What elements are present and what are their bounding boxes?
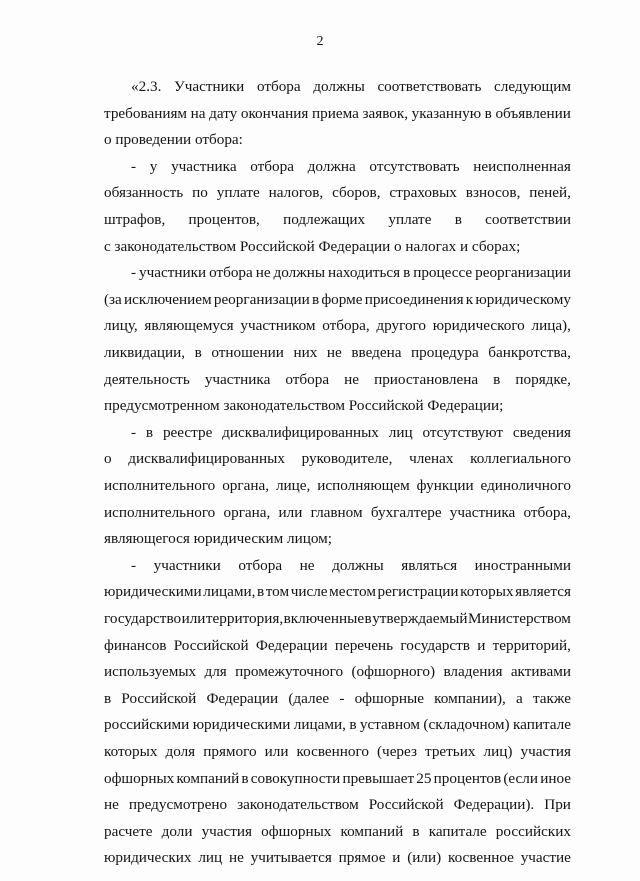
text-line: юридических лиц не учитывается прямое и (или) косвенное участие	[104, 849, 571, 867]
text-line: государство или территория, включенные в утверждаемый Министерством	[104, 610, 571, 627]
text-line: лицу, являющемуся участником отбора, другого юридического лица),	[104, 317, 571, 335]
text-line: офшорных компаний в совокупности превышает 25 процентов (если иное	[104, 769, 571, 787]
text-line: - в реестре дисквалифицированных лиц отсутствуют сведения	[131, 423, 571, 441]
text-line: - у участника отбора должна отсутствовать неисполненная	[131, 157, 571, 175]
text-line: которых доля прямого или косвенного (через третьих лиц) участия	[104, 743, 571, 760]
text-line: используемых для промежуточного (офшорного) владения активами	[104, 663, 571, 681]
page-number: 2	[316, 34, 324, 49]
text-line: обязанность по уплате налогов, сборов, страховых взносов, пеней,	[104, 184, 571, 202]
text-line: расчете доли участия офшорных компаний в капитале российских	[104, 822, 571, 840]
text-line: о проведении отбора:	[104, 131, 243, 149]
text-line: «2.3. Участники отбора должны соответствовать следующим	[131, 78, 571, 95]
text-line: в Российской Федерации (далее - офшорные компании), а также	[104, 689, 571, 707]
text-line: не предусмотрено законодательством Российской Федерации). При	[104, 796, 571, 814]
text-line: исполнительного органа, лице, исполняющем функции единоличного	[104, 477, 571, 494]
text-line: предусмотренном законодательством Российской Федерации;	[104, 397, 504, 415]
text-line: штрафов, процентов, подлежащих уплате в соответствии	[104, 211, 571, 228]
text-line: о дисквалифицированных руководителе, членах коллегиального	[104, 450, 571, 468]
text-line: (за исключением реорганизации в форме присоединения к юридическому	[104, 290, 571, 308]
text-line: финансов Российской Федерации перечень государств и территорий,	[104, 636, 571, 654]
text-line: требованиям на дату окончания приема заявок, указанную в объявлении	[104, 104, 571, 122]
text-line: с законодательством Российской Федерации о налогах и сборах;	[104, 237, 521, 255]
text-line: являющегося юридическим лицом;	[104, 530, 332, 548]
text-line: ликвидации, в отношении них не введена процедура банкротства,	[104, 344, 571, 361]
text-line: - участники отбора не должны являться иностранными	[131, 556, 571, 574]
text-line: юридическими лицами, в том числе местом регистрации которых является	[104, 583, 571, 601]
text-line: исполнительного органа, или главном бухгалтере участника отбора,	[104, 503, 571, 521]
text-line: деятельность участника отбора не приостановлена в порядке,	[104, 370, 571, 388]
text-line: - участники отбора не должны находиться в процессе реорганизации	[131, 264, 571, 282]
text-line: российскими юридическими лицами, в уставном (складочном) капитале	[104, 716, 571, 734]
